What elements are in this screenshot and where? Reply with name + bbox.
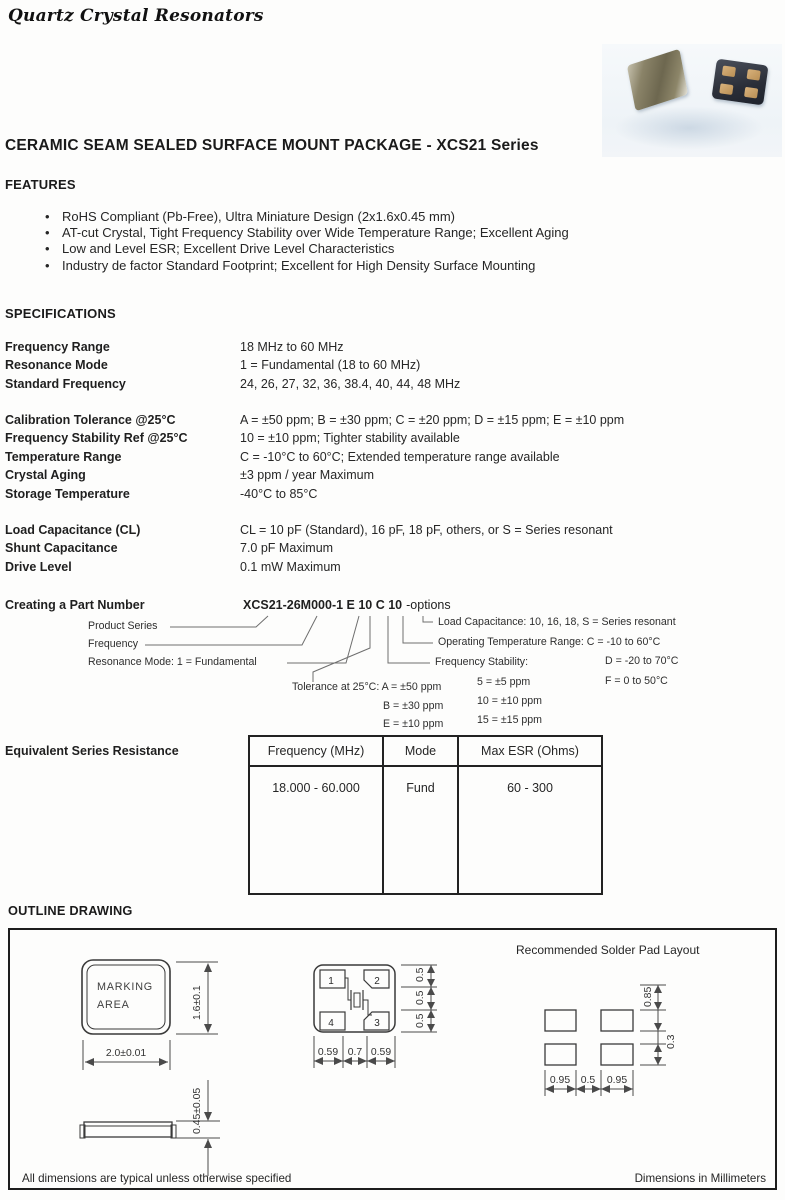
spec-label: Resonance Mode [5, 358, 108, 373]
chip-pad [746, 69, 760, 81]
pn-label-tolerance-e: E = ±10 ppm [383, 718, 444, 730]
dim-package-thickness [176, 1080, 220, 1176]
pin-4-label: 4 [328, 1018, 334, 1029]
pn-label-tolerance-a: Tolerance at 25°C: A = ±50 ppm [292, 681, 442, 693]
spec-row [5, 521, 780, 539]
spec-row [5, 466, 780, 484]
pn-label-temp-f: F = 0 to 50°C [605, 675, 668, 687]
top-view-drawing [82, 960, 170, 1034]
spec-label: Crystal Aging [5, 468, 86, 483]
pin-2-label: 2 [374, 976, 380, 987]
spec-group-tolerance [5, 411, 780, 503]
table-cell-frequency: 18.000 - 60.000 [272, 781, 360, 795]
dim-package-height [176, 962, 218, 1034]
dim-package-width [83, 1040, 170, 1070]
product-photo [602, 44, 782, 157]
table-divider [250, 765, 601, 767]
brand-title: Quartz Crystal Resonators [8, 6, 264, 26]
spec-row [5, 338, 780, 356]
esr-table [248, 735, 603, 895]
bullet-icon [45, 209, 62, 225]
spec-label: Shunt Capacitance [5, 541, 118, 556]
dim-pad-horizontal [314, 1036, 395, 1068]
table-cell-esr: 60 - 300 [507, 781, 553, 795]
spec-label: Frequency Range [5, 340, 110, 354]
spec-value: 7.0 pF Maximum [240, 541, 334, 556]
spec-row [5, 375, 780, 393]
spec-value: 1 = Fundamental (18 to 60 MHz) [240, 358, 421, 373]
crystal-chip-bottom-view [711, 59, 768, 106]
esr-heading: Equivalent Series Resistance [5, 744, 179, 758]
pn-label-load-capacitance: Load Capacitance: 10, 16, 18, S = Series resonant [438, 616, 676, 628]
spec-label: Storage Temperature [5, 486, 130, 501]
spec-value: 18 MHz to 60 MHz [240, 340, 344, 354]
marking-area-label: AREA [97, 999, 130, 1011]
spec-label: Standard Frequency [5, 376, 126, 391]
pn-label-stability-10: 10 = ±10 ppm [477, 695, 543, 707]
specifications-heading: SPECIFICATIONS [5, 306, 116, 321]
spec-group-capacitance [5, 521, 780, 576]
outline-drawing-box [8, 928, 777, 1190]
solder-pad-layout [516, 943, 700, 1096]
dim-label-width: 2.0±0.01 [105, 1048, 147, 1059]
solder-layout-title: Recommended Solder Pad Layout [516, 943, 700, 957]
spec-row [5, 558, 780, 576]
pn-label-stability-5: 5 = ±5 ppm [477, 676, 531, 688]
feature-text: RoHS Compliant (Pb-Free), Ultra Miniature Design (2x1.6x0.45 mm) [62, 209, 456, 224]
dim-label-solder-height: 0.85 [643, 986, 654, 1007]
spec-label: Calibration Tolerance @25°C [5, 413, 176, 427]
spec-value: -40°C to 85°C [240, 486, 318, 501]
chip-pad [719, 83, 733, 95]
dim-label-height: 1.6±0.1 [192, 985, 203, 1020]
pin-1-label: 1 [328, 976, 334, 987]
chip-pad [744, 87, 758, 99]
pn-label-stability-15: 15 = ±15 ppm [477, 714, 543, 726]
outline-drawing [10, 930, 775, 1188]
spec-value: 0.1 mW Maximum [240, 559, 341, 574]
bullet-icon [45, 225, 62, 241]
pn-label-tolerance-b: B = ±30 ppm [383, 700, 444, 712]
bullet-icon [45, 258, 62, 274]
part-number-heading: Creating a Part Number [5, 598, 145, 612]
spec-label: Drive Level [5, 559, 72, 574]
pn-label-operating-temp: Operating Temperature Range: C = -10 to 60°C [438, 636, 661, 648]
part-number-code: XCS21-26M000-1 E 10 C 10 [243, 598, 403, 612]
dim-label-pad-v1: 0.5 [415, 967, 426, 982]
dim-label-solder-gap-h: 0.5 [580, 1075, 596, 1086]
spec-row [5, 411, 780, 429]
dim-label-solder-gap-v: 0.3 [666, 1034, 677, 1049]
dim-pad-vertical [401, 965, 437, 1032]
outline-heading: OUTLINE DRAWING [8, 903, 133, 918]
table-cell-mode: Fund [406, 781, 435, 795]
side-view-drawing [80, 1122, 176, 1138]
bullet-icon [45, 241, 62, 257]
pn-label-frequency: Frequency [88, 638, 139, 650]
dim-label-pad-v3: 0.5 [415, 1013, 426, 1028]
dim-label-pad-gap: 0.7 [347, 1047, 363, 1058]
marking-area-label: MARKING [97, 981, 153, 993]
crystal-chip-top-view [627, 49, 688, 111]
spec-value: CL = 10 pF (Standard), 16 pF, 18 pF, others, or S = Series resonant [240, 523, 613, 537]
pin-3-label: 3 [374, 1018, 380, 1029]
feature-text: Industry de factor Standard Footprint; Excellent for High Density Surface Mounting [62, 257, 536, 273]
feature-item [45, 258, 745, 274]
spec-value: A = ±50 ppm; B = ±30 ppm; C = ±20 ppm; D = ±15 ppm; E = ±10 ppm [240, 413, 625, 427]
dim-label-pad-w2: 0.59 [370, 1047, 392, 1058]
spec-group-frequency [5, 338, 780, 393]
part-number-options: -options [406, 598, 451, 612]
spec-row [5, 429, 780, 447]
dim-label-solder-w2: 0.95 [606, 1075, 628, 1086]
dim-label-thickness: 0.45±0.05 [192, 1087, 203, 1134]
feature-item [45, 225, 745, 241]
table-header-esr: Max ESR (Ohms) [481, 744, 579, 758]
spec-row [5, 485, 780, 503]
spec-label: Frequency Stability Ref @25°C [5, 431, 188, 446]
page-title: CERAMIC SEAM SEALED SURFACE MOUNT PACKAGE - XCS21 Series [5, 137, 539, 154]
pn-label-resonance-mode: Resonance Mode: 1 = Fundamental [88, 656, 257, 668]
photo-shadow [614, 106, 764, 150]
spec-value: ±3 ppm / year Maximum [240, 468, 374, 483]
spec-label: Load Capacitance (CL) [5, 523, 141, 537]
table-header-frequency: Frequency (MHz) [267, 744, 365, 758]
feature-text: Low and Level ESR; Excellent Drive Level Characteristics [62, 241, 395, 257]
spec-value: C = -10°C to 60°C; Extended temperature range available [240, 449, 560, 464]
table-header-mode: Mode [404, 744, 437, 758]
outline-footer-note: All dimensions are typical unless otherwise specified [22, 1172, 292, 1185]
spec-label: Temperature Range [5, 449, 122, 464]
pad-configuration-drawing [314, 965, 395, 1032]
feature-item [45, 209, 745, 225]
pn-label-temp-d: D = -20 to 70°C [605, 655, 679, 667]
outline-units-note: Dimensions in Millimeters [634, 1172, 766, 1185]
spec-value: 24, 26, 27, 32, 36, 38.4, 40, 44, 48 MHz [240, 376, 461, 391]
feature-item [45, 241, 745, 257]
pn-label-product-series: Product Series [88, 620, 158, 632]
spec-row [5, 356, 780, 374]
spec-row [5, 539, 780, 557]
pn-label-stability-title: Frequency Stability: [435, 656, 529, 668]
dim-label-solder-w1: 0.95 [549, 1075, 571, 1086]
spec-row [5, 448, 780, 466]
dim-label-pad-v2: 0.5 [415, 990, 426, 1005]
feature-text: AT-cut Crystal, Tight Frequency Stability over Wide Temperature Range; Excellent Aging [62, 225, 569, 241]
spec-value: 10 = ±10 ppm; Tighter stability available [240, 431, 460, 446]
chip-pad [722, 65, 736, 77]
features-list [45, 209, 745, 274]
dim-label-pad-w1: 0.59 [317, 1047, 339, 1058]
features-heading: FEATURES [5, 177, 76, 192]
